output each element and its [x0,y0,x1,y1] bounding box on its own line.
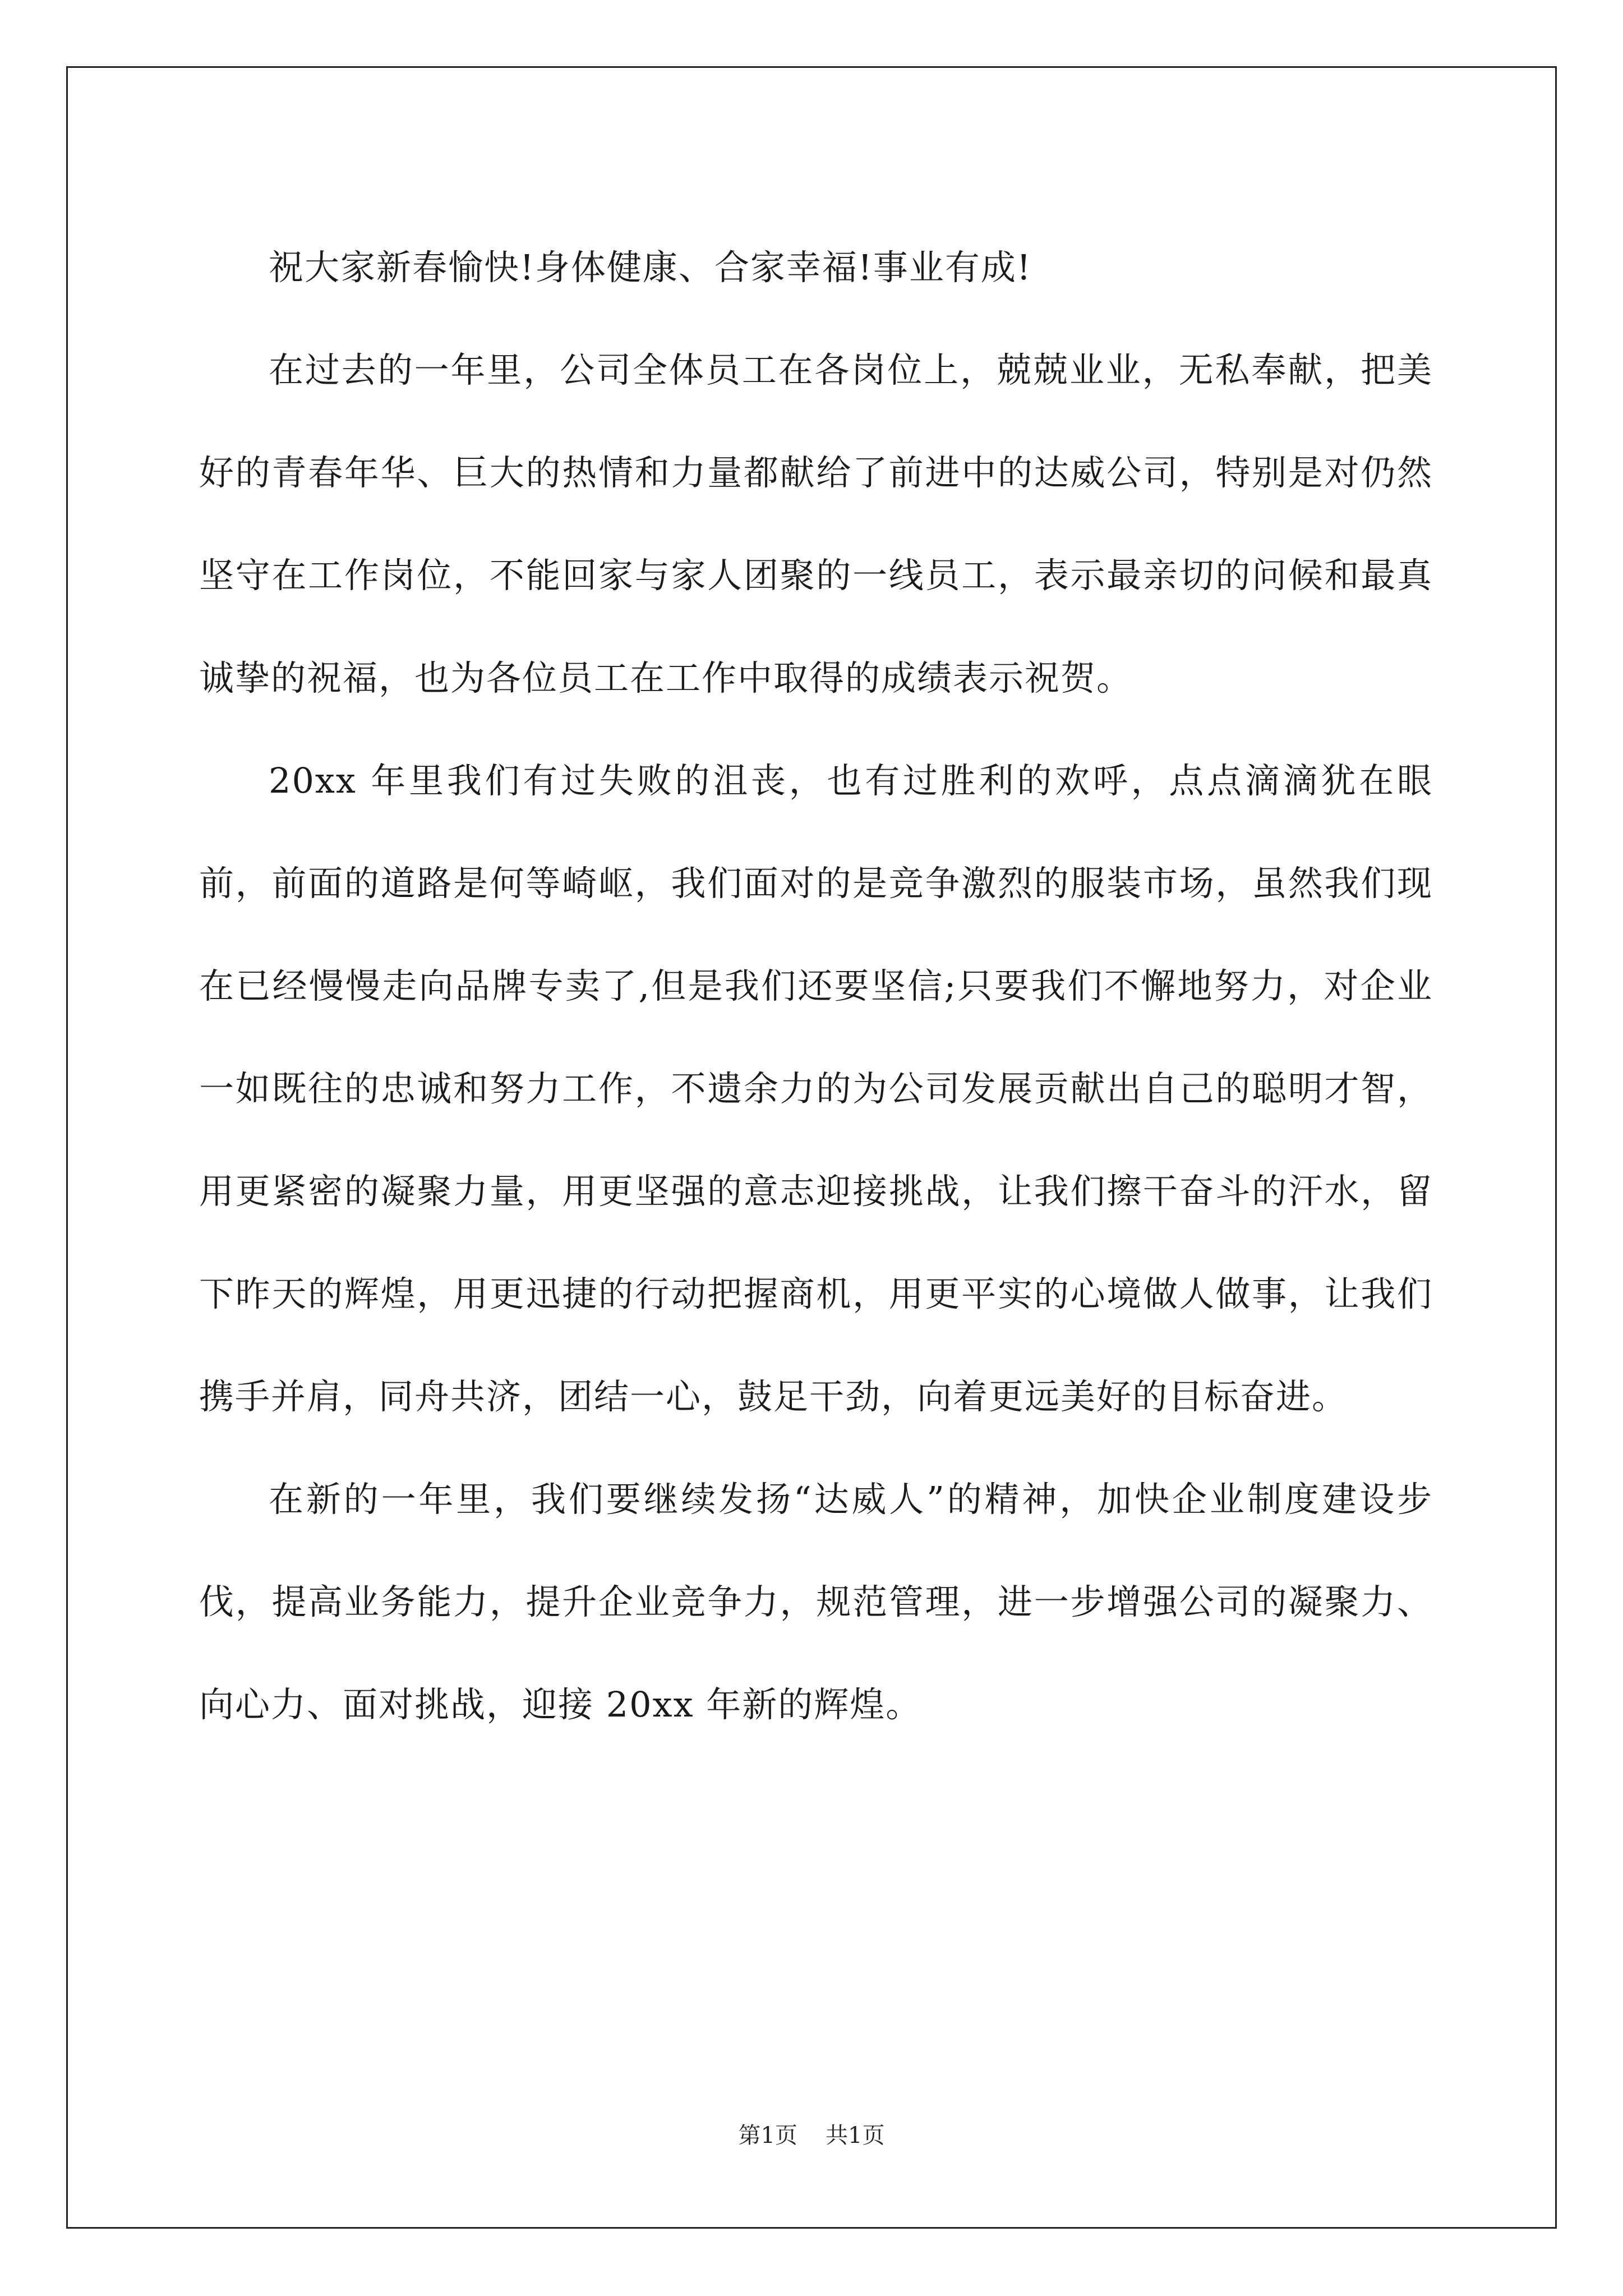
page-footer [0,2122,1623,2150]
paragraph-review: 20xx 年里我们有过失败的沮丧，也有过胜利的欢呼，点点滴滴犹在眼前，前面的道路是何等崎岖，我们面对的是竞争激烈的服装市场，虽然我们现在已经慢慢走向品牌专卖了,但是我们还要坚信;只要我们不懈地努力，对企业一如既往的忠诚和努力工作，不遗余力的为公司发展贡献出自己的聪明才智，用更紧密的凝聚力量，用更坚强的意志迎接挑战，让我们擦干奋斗的汗水，留下昨天的辉煌，用更迅捷的行动把握商机，用更平实的心境做人做事，让我们携手并肩，同舟共济，团结一心，鼓足干劲，向着更远美好的目标奋进。 [199,760,1433,1417]
total-pages: 共1页 [826,2123,885,2148]
page-number: 第1页 [738,2123,797,2148]
paragraph-thanks: 在过去的一年里，公司全体员工在各岗位上，兢兢业业，无私奉献，把美好的青春年华、巨大的热情和力量都献给了前进中的达威公司，特别是对仍然坚守在工作岗位，不能回家与家人团聚的一线员工，表示最亲切的问候和最真诚挚的祝福，也为各位员工在工作中取得的成绩表示祝贺。 [199,349,1433,698]
paragraph-outlook: 在新的一年里，我们要继续发扬“达威人”的精神，加快企业制度建设步伐，提高业务能力，提升企业竞争力，规范管理，进一步增强公司的凝聚力、向心力、面对挑战，迎接 20xx 年新的辉煌。 [199,1479,1433,1725]
paragraph-greeting: 祝大家新春愉快!身体健康、合家幸福!事业有成! [269,247,1032,288]
document-body [199,216,1433,1756]
